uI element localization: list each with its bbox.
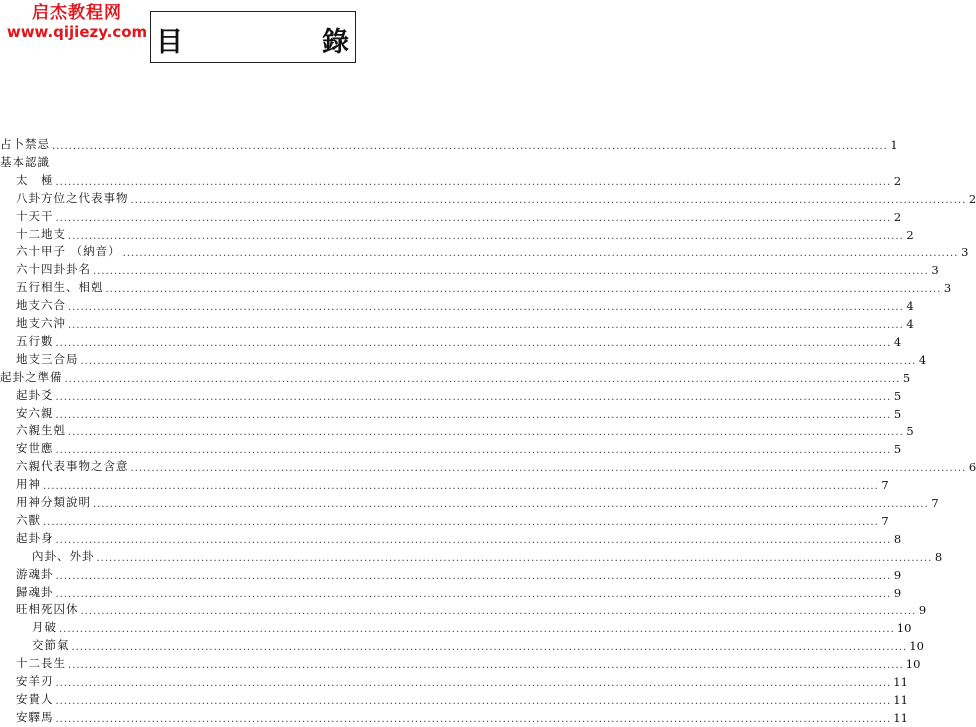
dot-leader: ........................................................................................................................................................................................................ [55, 678, 892, 689]
title-left-char: 目 [156, 27, 183, 58]
dot-leader: ........................................................................................................................................................................................................ [80, 606, 917, 618]
toc-entry-page: 5 [893, 406, 902, 421]
dot-leader: ........................................................................................................................................................................................................ [64, 373, 901, 385]
dot-leader: ........................................................................................................................................................................................................ [68, 427, 904, 439]
toc-entry-page: 4 [893, 334, 902, 349]
toc-entry-page: 11 [893, 692, 908, 707]
dot-leader: ........................................................................................................................................................................................................ [55, 337, 892, 349]
watermark-url: www.qijiezy.com [6, 22, 148, 41]
toc-entry-label: 內卦、外卦 [32, 548, 95, 563]
toc-row [0, 313, 914, 331]
toc-entry-page: 10 [909, 639, 924, 654]
toc-entry-page: 5 [906, 424, 914, 439]
toc-row [0, 635, 924, 654]
toc-entry-label: 占卜禁忌 [0, 137, 50, 151]
toc-entry-label: 六十四卦卦名 [16, 262, 91, 277]
dot-leader: ........................................................................................................................................................................................................ [55, 713, 892, 725]
toc-entry-page: 9 [893, 567, 902, 582]
toc-entry-label: 地支六沖 [16, 316, 66, 330]
toc-entry-page: 4 [906, 317, 914, 331]
toc-entry-page: 8 [934, 549, 943, 564]
toc-entry-label: 安六親 [16, 405, 54, 420]
toc-entry-page: 2 [968, 191, 976, 206]
toc-row [0, 224, 914, 242]
toc-entry-page: 2 [893, 209, 902, 224]
dot-leader: ........................................................................................................................................................................................................ [130, 463, 967, 475]
toc-entry-label: 起卦身 [16, 530, 54, 545]
toc-row [0, 259, 939, 278]
toc-row [0, 707, 908, 725]
toc-entry-label: 歸魂卦 [16, 584, 54, 599]
toc-entry-label: 游魂卦 [16, 566, 54, 581]
toc-entry-page: 7 [881, 513, 889, 528]
dot-leader: ........................................................................................................................................................................................................ [93, 499, 929, 510]
toc-row [0, 528, 902, 546]
toc-row [0, 653, 921, 672]
page-title [150, 11, 356, 63]
watermark-site-name: 启杰教程网 [32, 3, 122, 23]
toc-entry-label: 旺相死囚休 [16, 602, 79, 617]
toc-entry-label: 用神 [16, 477, 41, 492]
dot-leader: ........................................................................................................................................................................................................ [68, 302, 904, 314]
toc-entry-label: 六親代表事物之含意 [16, 459, 129, 474]
dot-leader: ........................................................................................................................................................................................................ [122, 248, 959, 260]
toc-entry-label: 太 極 [16, 172, 54, 187]
toc-row [0, 546, 943, 564]
toc-row [0, 331, 902, 349]
toc-row [0, 474, 889, 493]
toc-entry-label: 安驛馬 [16, 709, 54, 724]
toc-row [0, 582, 902, 600]
dot-leader: ........................................................................................................................................................................................................ [55, 534, 892, 546]
dot-leader: ........................................................................................................................................................................................................ [80, 355, 917, 367]
toc-entry-label: 十二長生 [16, 656, 66, 671]
toc-entry-page: 7 [881, 478, 889, 493]
dot-leader: ........................................................................................................................................................................................................ [68, 660, 904, 672]
toc-row [0, 403, 902, 421]
dot-leader: ........................................................................................................................................................................................................ [55, 695, 892, 707]
dot-leader: ........................................................................................................................................................................................................ [43, 516, 879, 528]
toc-entry-page: 9 [893, 585, 902, 600]
toc-entry-label: 五行相生、相剋 [16, 280, 104, 295]
toc-row [0, 134, 898, 152]
toc-row [0, 385, 902, 403]
dot-leader: ........................................................................................................................................................................................................ [43, 481, 879, 493]
toc-row [0, 438, 902, 457]
dot-leader: ........................................................................................................................................................................................................ [55, 391, 892, 403]
toc-entry-page: 5 [893, 442, 902, 457]
toc-entry-page: 1 [890, 138, 898, 152]
toc-entry-label: 五行數 [16, 333, 54, 348]
dot-leader: ........................................................................................................................................................................................................ [93, 266, 929, 278]
toc-row [0, 599, 927, 618]
toc-entry-page: 2 [906, 227, 914, 242]
toc-entry-page: 10 [905, 657, 921, 672]
dot-leader: ........................................................................................................................................................................................................ [55, 212, 892, 224]
toc-row [0, 152, 455, 170]
toc-row [0, 295, 914, 314]
toc-row [0, 188, 976, 206]
toc-entry-page: 6 [968, 460, 976, 475]
toc-row [0, 420, 914, 439]
dot-leader: ........................................................................................................................................................................................................ [96, 552, 933, 564]
toc-entry-label: 交節氣 [32, 638, 70, 653]
toc-entry-label: 六親生剋 [16, 423, 66, 438]
toc-row [0, 170, 902, 188]
toc-row [0, 456, 976, 475]
toc-entry-page: 11 [893, 710, 908, 725]
toc-entry-page: 2 [893, 173, 902, 188]
toc-row [0, 206, 902, 224]
toc-entry-label: 安貴人 [16, 691, 54, 706]
toc-entry-label: 六十甲子 （納音） [16, 244, 121, 259]
watermark [2, 4, 152, 41]
toc-entry-label: 六獸 [16, 512, 41, 527]
dot-leader: ........................................................................................................................................................................................................ [68, 320, 904, 331]
toc-row [0, 617, 912, 636]
toc-entry-label: 基本認識 [0, 154, 50, 169]
toc-entry-page: 4 [918, 352, 927, 367]
toc-entry-label: 用神分類說明 [16, 495, 91, 509]
toc-entry-page: 11 [893, 675, 908, 689]
toc-entry-label: 地支三合局 [16, 351, 79, 366]
dot-leader: ........................................................................................................................................................................................................ [59, 624, 895, 636]
dot-leader: ........................................................................................................................................................................................................ [55, 409, 892, 421]
dot-leader: ........................................................................................................................................................................................................ [105, 284, 942, 296]
toc-entry-page: 9 [918, 603, 927, 618]
toc-row [0, 564, 902, 582]
toc-entry-label: 起卦之準備 [0, 369, 63, 384]
toc-entry-page: 5 [893, 388, 902, 403]
toc-row [0, 349, 927, 367]
toc-entry-page: 3 [931, 263, 939, 278]
toc-entry-label: 起卦爻 [16, 387, 54, 402]
dot-leader: ........................................................................................................................................................................................................ [71, 642, 908, 654]
toc-entry-label: 十天干 [16, 208, 54, 223]
title-right-char: 錄 [322, 27, 349, 58]
toc-entry-page: 10 [896, 621, 912, 636]
dot-leader: ........................................................................................................................................................................................................ [55, 445, 892, 457]
toc-entry-page: 3 [961, 245, 969, 260]
toc-row [0, 241, 969, 260]
toc-entry-page: 4 [906, 299, 914, 314]
toc-row [0, 277, 952, 296]
dot-leader: ........................................................................................................................................................................................................ [68, 230, 904, 242]
toc-entry-label: 八卦方位之代表事物 [16, 190, 129, 205]
toc-entry-label: 安世應 [16, 441, 54, 456]
toc-row [0, 689, 908, 707]
toc-entry-label: 十二地支 [16, 226, 66, 241]
toc-entry-page: 3 [943, 281, 952, 296]
dot-leader: ........................................................................................................................................................................................................ [55, 588, 892, 600]
dot-leader: ........................................................................................................................................................................................................ [130, 194, 967, 206]
toc-entry-label: 安羊刃 [16, 674, 54, 688]
toc-entry-page: 8 [893, 531, 902, 546]
toc-entry-page: 7 [931, 496, 939, 510]
toc-row [0, 492, 939, 510]
toc-entry-label: 地支六合 [16, 298, 66, 313]
toc-row [0, 367, 911, 385]
dot-leader: ........................................................................................................................................................................................................ [55, 570, 892, 582]
dot-leader: ........................................................................................................................................................................................................ [55, 176, 892, 188]
dot-leader: ........................................................................................................................................................................................................ [52, 141, 888, 152]
toc-row [0, 671, 908, 689]
toc-row [0, 510, 889, 528]
toc-entry-label: 月破 [32, 620, 57, 635]
toc-entry-page: 5 [902, 370, 911, 385]
